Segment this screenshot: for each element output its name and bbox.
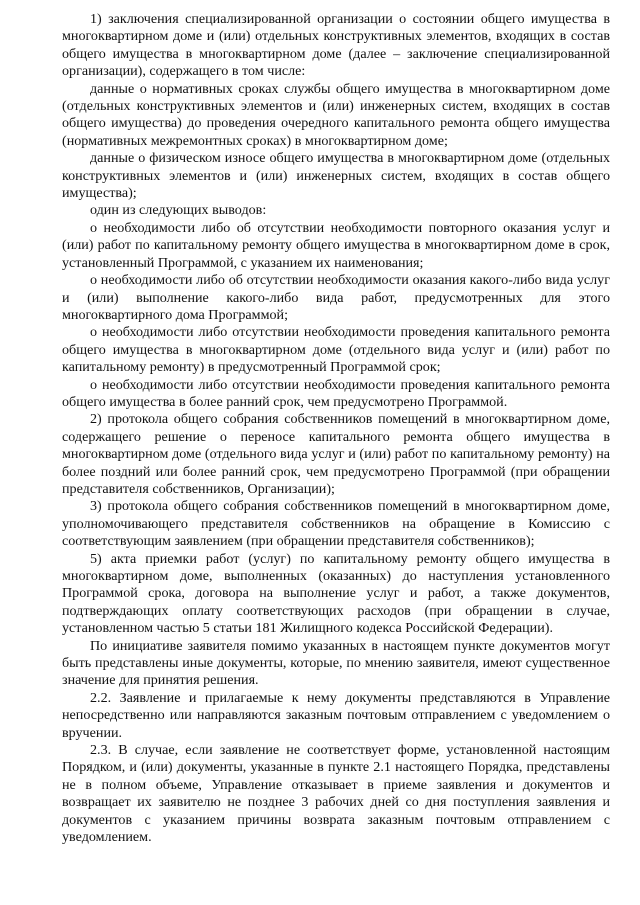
paragraph-conclusion-program-term: о необходимости либо отсутствии необходимости проведения капитального ремонта общего имущества в многоквартирном доме (отдельного вида услуг и (или) работ по капитальному ремонту) в предусмотренный Программой срок; <box>62 324 610 376</box>
paragraph-physical-wear-data: данные о физическом износе общего имущества в многоквартирном доме (отдельных конструктивных элементов и (или) инженерных систем, входящих в состав общего имущества); <box>62 150 610 202</box>
paragraph-service-life-data: данные о нормативных сроках службы общего имущества в многоквартирном доме (отдельных конструктивных элементов и (или) инженерных систем, входящих в состав общего имущества) до проведения очередного капитального ремонта общего имущества (нормативных межремонтных сроках) в многоквартирном доме; <box>62 80 610 149</box>
paragraph-specialized-org-conclusion: 1) заключения специализированной организации о состоянии общего имущества в многоквартирном доме и (или) отдельных конструктивных элементов, входящих в состав общего имущества в многоквартирном доме (далее – заключение специализированной организации), содержащего в том числе: <box>62 11 610 80</box>
paragraph-acceptance-act: 5) акта приемки работ (услуг) по капитальному ремонту общего имущества в многоквартирном доме, выполненных (оказанных) до наступления установленного Программой срока, договора на выполнение услуг и работ, а также документов, подтверждающих оплату соответствующих расходов (при обращении в случае, установленном частью 5 статьи 181 Жилищного кодекса Российской Федерации). <box>62 550 610 637</box>
paragraph-meeting-protocol-representative: 3) протокола общего собрания собственников помещений в многоквартирном доме, уполномочивающего представителя собственников на обращение в Комиссию с соответствующим заявлением (при обращении представителя собственников); <box>62 498 610 550</box>
paragraph-conclusion-repeat-works: о необходимости либо об отсутствии необходимости повторного оказания услуг и (или) работ по капитальному ремонту общего имущества в многоквартирном доме в срок, установленный Программой, с указанием их наименования; <box>62 219 610 271</box>
paragraph-conclusion-any-works: о необходимости либо об отсутствии необходимости оказания какого-либо вида услуг и (или) выполнение какого-либо вида работ, предусмотренных для этого многоквартирного дома Программой; <box>62 272 610 323</box>
paragraph-meeting-protocol-transfer: 2) протокола общего собрания собственников помещений в многоквартирном доме, содержащего решение о переносе капитального ремонта общего имущества в многоквартирном доме (отдельного вида услуг и (или) работ по капитальному ремонту) на более поздний или более ранний срок, чем предусмотрено Программой (при обращении представителя собственников, Организации); <box>62 411 610 497</box>
paragraph-clause-2-3: 2.3. В случае, если заявление не соответствует форме, установленной настоящим Порядком, и (или) документы, указанные в пункте 2.1 настоящего Порядка, представлены не в полном объеме, Управление отказывает в приеме заявления и документов и возвращает их заявителю не позднее 3 рабочих дней со дня поступления заявления и документов с указанием причины возврата заказным почтовым отправлением с уведомлением. <box>62 742 610 846</box>
paragraph-clause-2-2: 2.2. Заявление и прилагаемые к нему документы представляются в Управление непосредственно или направляются заказным почтовым отправлением с уведомлением о вручении. <box>62 689 610 741</box>
paragraph-conclusion-earlier-term: о необходимости либо отсутствии необходимости проведения капитального ремонта общего имущества в более ранний срок, чем предусмотрено Программой. <box>62 376 610 410</box>
paragraph-conclusions-intro: один из следующих выводов: <box>90 202 267 219</box>
paragraph-other-documents: По инициативе заявителя помимо указанных в настоящем пункте документов могут быть представлены иные документы, которые, по мнению заявителя, имеют существенное значение для принятия решения. <box>62 637 610 689</box>
